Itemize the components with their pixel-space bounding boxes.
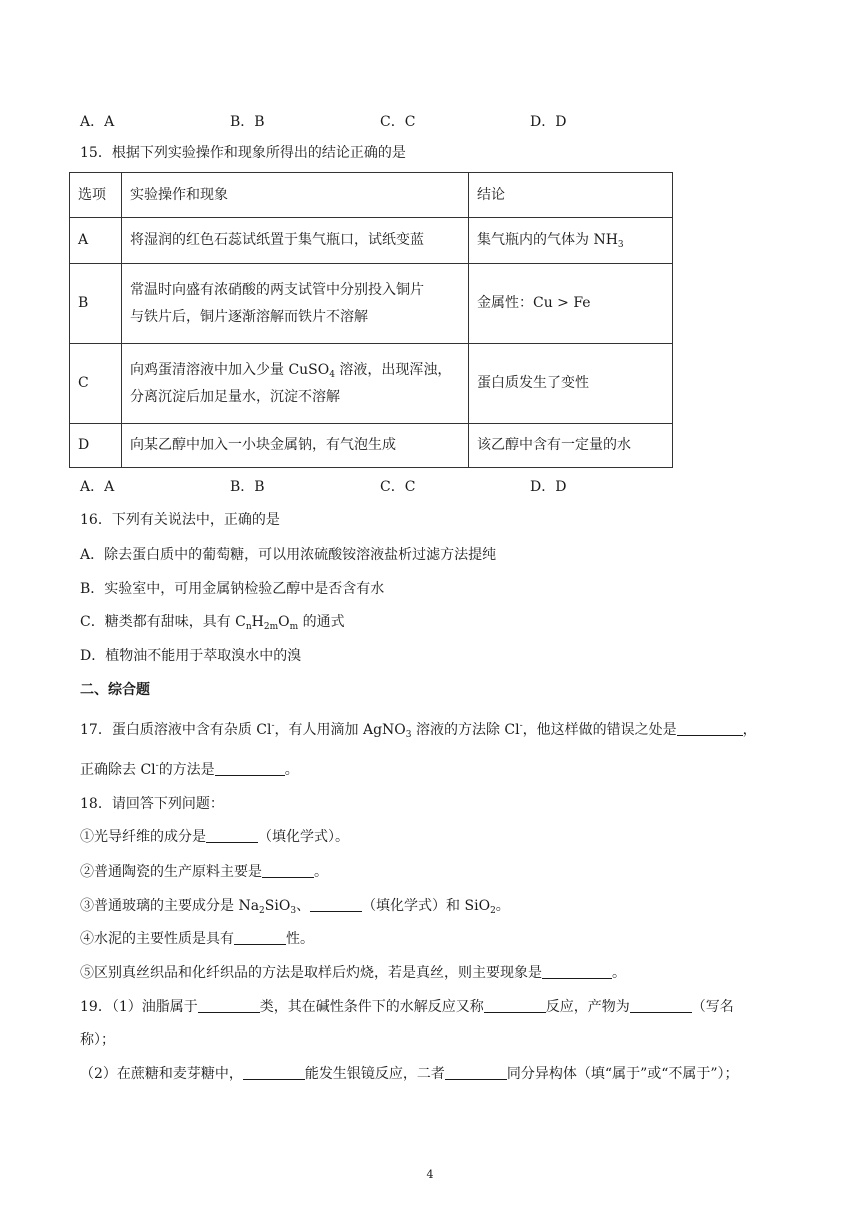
q16-option-c: C．糖类都有甜味，具有 $C_nH_{2m}O_m$ 的通式 <box>80 614 345 632</box>
q15-stem: 15．根据下列实验操作和现象所得出的结论正确的是 <box>80 145 406 161</box>
q18-item-1: ①光导纤维的成分是 （填化学式）。 <box>80 829 349 845</box>
q18-stem: 18．请回答下列问题： <box>80 796 224 812</box>
q19-line-1: 19．（1）油脂属于 类，其在碱性条件下的水解反应又称 反应，产物为 （写名 <box>80 999 734 1015</box>
answer-blank[interactable] <box>445 1065 507 1080</box>
q16-option-d: D．植物油不能用于萃取溴水中的溴 <box>80 648 302 664</box>
answer-blank[interactable] <box>677 721 743 736</box>
q16-stem: 16．下列有关说法中，正确的是 <box>80 512 280 528</box>
option-c: C．C <box>380 114 416 130</box>
answer-blank[interactable] <box>630 998 692 1013</box>
row-option: B <box>70 264 122 344</box>
q14-options <box>80 112 680 132</box>
row-option: A <box>70 218 122 264</box>
header-operation: 实验操作和现象 <box>122 173 469 218</box>
table-row <box>70 344 673 424</box>
q18-item-2: ②普通陶瓷的生产原料主要是 。 <box>80 864 328 880</box>
answer-blank[interactable] <box>198 998 260 1013</box>
option-d: D．D <box>530 114 567 130</box>
row-conclusion: 集气瓶内的气体为 $NH_3$ <box>469 218 673 264</box>
option-a: A．A <box>80 479 115 495</box>
q16-option-a: A．除去蛋白质中的葡萄糖，可以用浓硫酸铵溶液盐析过滤方法提纯 <box>80 547 497 563</box>
q18-item-3: ③普通玻璃的主要成分是 $Na_2SiO_3$、 （填化学式）和 SiO$_2$。 <box>80 898 510 916</box>
q17-line-1: 17．蛋白质溶液中含有杂质 Cl-，有人用滴加 AgNO$_3$ 溶液的方法除 Cl-，他这样做的错误之处是 ， <box>80 721 757 740</box>
option-d: D．D <box>530 479 567 495</box>
answer-blank[interactable] <box>484 998 546 1013</box>
table-row <box>70 218 673 264</box>
answer-blank[interactable] <box>206 828 258 843</box>
q15-table <box>69 172 673 468</box>
row-conclusion: 蛋白质发生了变性 <box>469 344 673 424</box>
row-conclusion: 金属性：Cu > Fe <box>469 264 673 344</box>
row-operation: 向鸡蛋清溶液中加入少量 CuSO$_4$ 溶液，出现浑浊， 分离沉淀后加足量水，沉淀不溶解 <box>122 344 469 424</box>
answer-blank[interactable] <box>234 930 286 945</box>
table-row <box>70 264 673 344</box>
page-number: 4 <box>426 1168 434 1181</box>
answer-blank[interactable] <box>215 761 285 776</box>
option-b: B．B <box>230 479 265 495</box>
row-option: D <box>70 424 122 468</box>
q15-options <box>80 477 680 497</box>
q16-option-b: B．实验室中，可用金属钠检验乙醇中是否含有水 <box>80 581 385 597</box>
q19-line-2: 称）； <box>80 1032 115 1048</box>
option-c: C．C <box>380 479 416 495</box>
row-option: C <box>70 344 122 424</box>
section-title: 二、综合题 <box>80 682 150 698</box>
q17-line-2: 正确除去 Cl-的方法是 。 <box>80 761 299 778</box>
row-operation: 常温时向盛有浓硝酸的两支试管中分别投入铜片 与铁片后，铜片逐渐溶解而铁片不溶解 <box>122 264 469 344</box>
row-operation: 将湿润的红色石蕊试纸置于集气瓶口，试纸变蓝 <box>122 218 469 264</box>
q18-item-4: ④水泥的主要性质是具有 性。 <box>80 931 314 947</box>
header-option: 选项 <box>70 173 122 218</box>
row-operation: 向某乙醇中加入一小块金属钠，有气泡生成 <box>122 424 469 468</box>
option-b: B．B <box>230 114 265 130</box>
header-conclusion: 结论 <box>469 173 673 218</box>
answer-blank[interactable] <box>542 964 612 979</box>
q19-sub-2: （2）在蔗糖和麦芽糖中， 能发生银镜反应，二者 同分异构体（填“属于”或“不属于”）； <box>80 1066 739 1082</box>
row-conclusion: 该乙醇中含有一定量的水 <box>469 424 673 468</box>
answer-blank[interactable] <box>262 863 314 878</box>
table-header-row <box>70 173 673 218</box>
answer-blank[interactable] <box>243 1065 305 1080</box>
answer-blank[interactable] <box>310 897 362 912</box>
q18-item-5: ⑤区别真丝织品和化纤织品的方法是取样后灼烧，若是真丝，则主要现象是 。 <box>80 965 626 981</box>
table-row <box>70 424 673 468</box>
option-a: A．A <box>80 114 115 130</box>
